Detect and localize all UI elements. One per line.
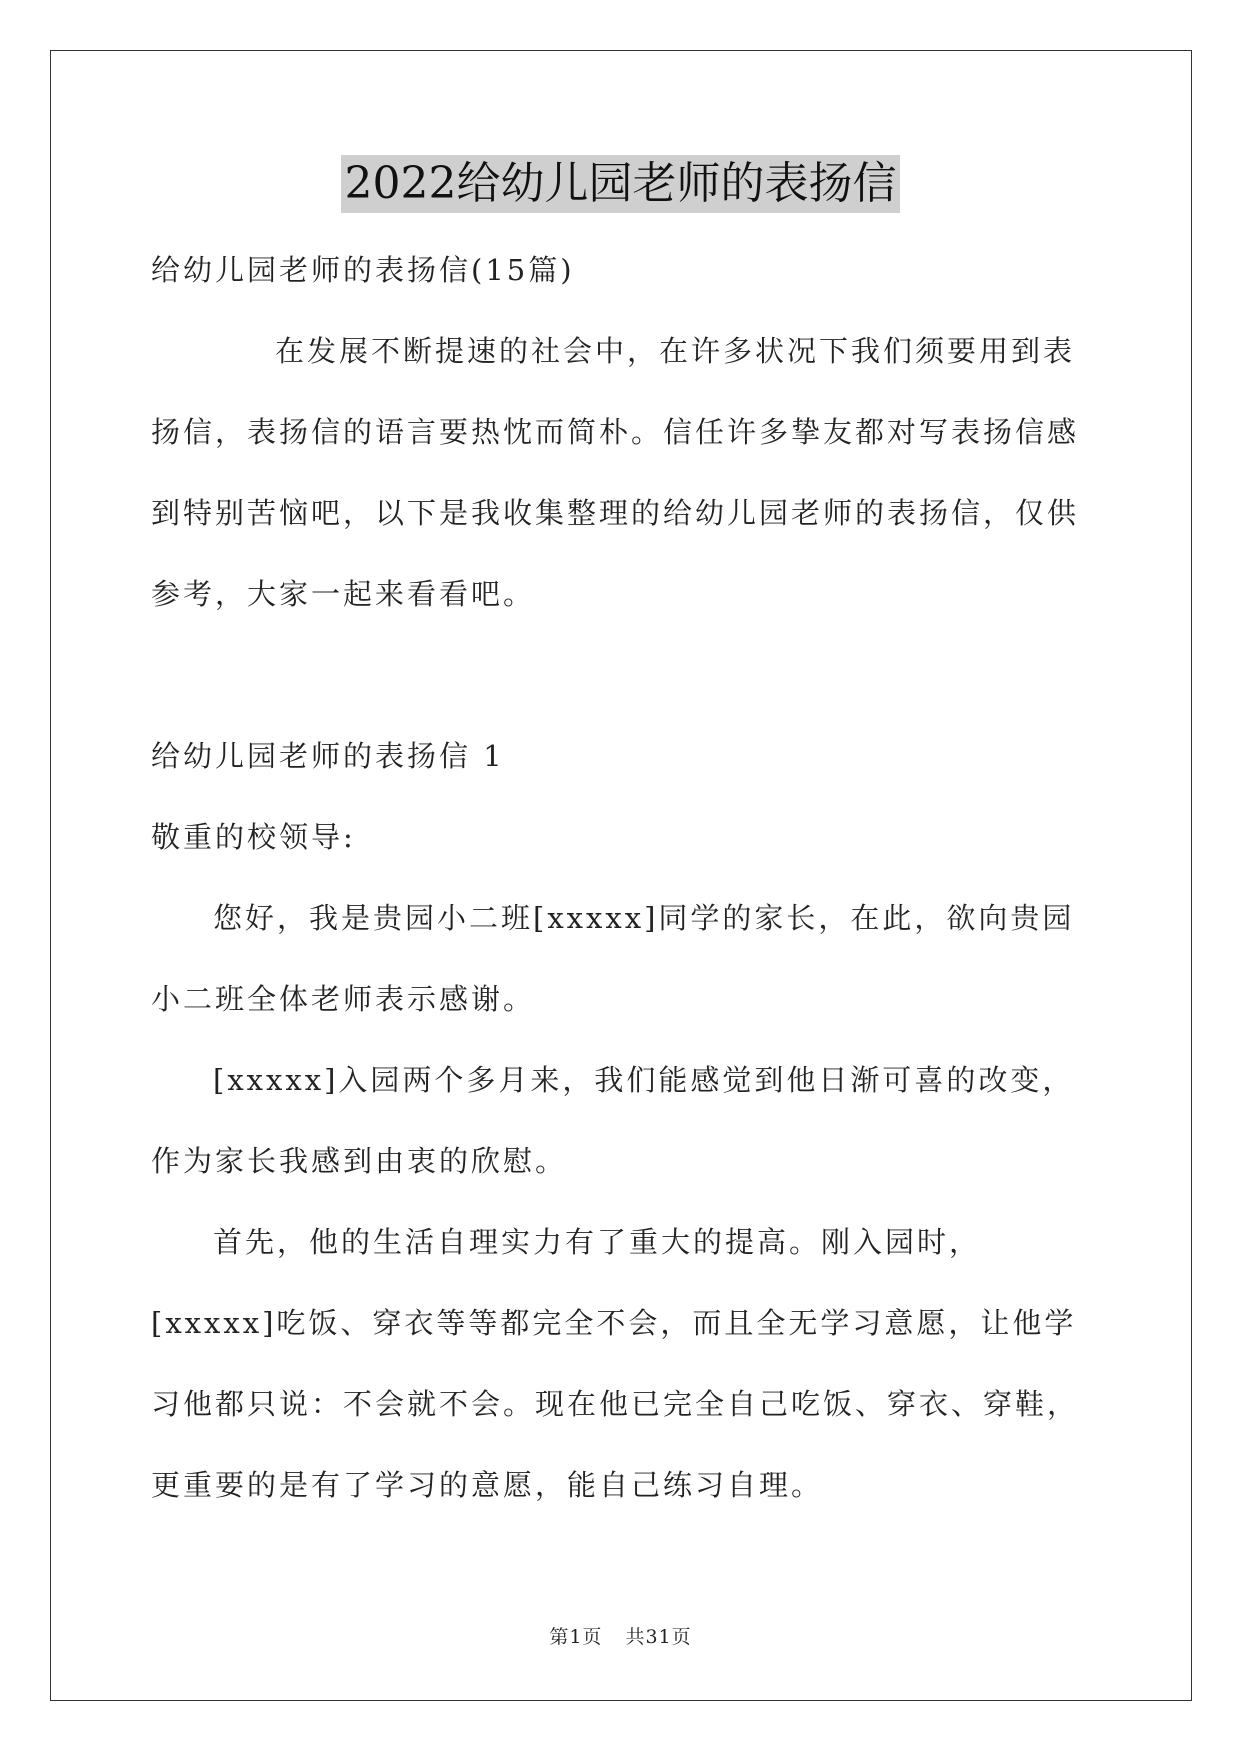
page-footer: [0, 1622, 1241, 1649]
body-paragraph-2: [xxxxx]入园两个多月来，我们能感觉到他日渐可喜的改变，作为家长我感到由衷的欣慰。: [151, 1063, 1075, 1178]
page-total: 共31页: [625, 1626, 692, 1648]
document-title: 2022给幼儿园老师的表扬信: [341, 155, 901, 213]
title-container: [0, 155, 1241, 213]
section-heading: 给幼儿园老师的表扬信 1: [151, 739, 505, 773]
salutation: 敬重的校领导:: [151, 820, 356, 854]
body-paragraph-1: 您好，我是贵园小二班[xxxxx]同学的家长，在此，欲向贵园小二班全体老师表示感谢。: [151, 901, 1075, 1016]
body-paragraph-3: 首先，他的生活自理实力有了重大的提高。刚入园时，[xxxxx]吃饭、穿衣等等都完全不会，而且全无学习意愿，让他学习他都只说：不会就不会。现在他已完全自己吃饭、穿衣、穿鞋，更重要的是有了学习的意愿，能自己练习自理。: [151, 1225, 1080, 1502]
intro-paragraph: 在发展不断提速的社会中，在许多状况下我们须要用到表扬信，表扬信的语言要热忱而简朴。信任许多挚友都对写表扬信感到特别苦恼吧，以下是我收集整理的给幼儿园老师的表扬信，仅供参考，大家一起来看看吧。: [151, 334, 1080, 611]
document-subtitle: 给幼儿园老师的表扬信(15篇): [151, 253, 575, 287]
document-body: [151, 230, 1089, 1526]
page-number: 第1页: [549, 1626, 603, 1648]
spacer: [151, 635, 1089, 716]
